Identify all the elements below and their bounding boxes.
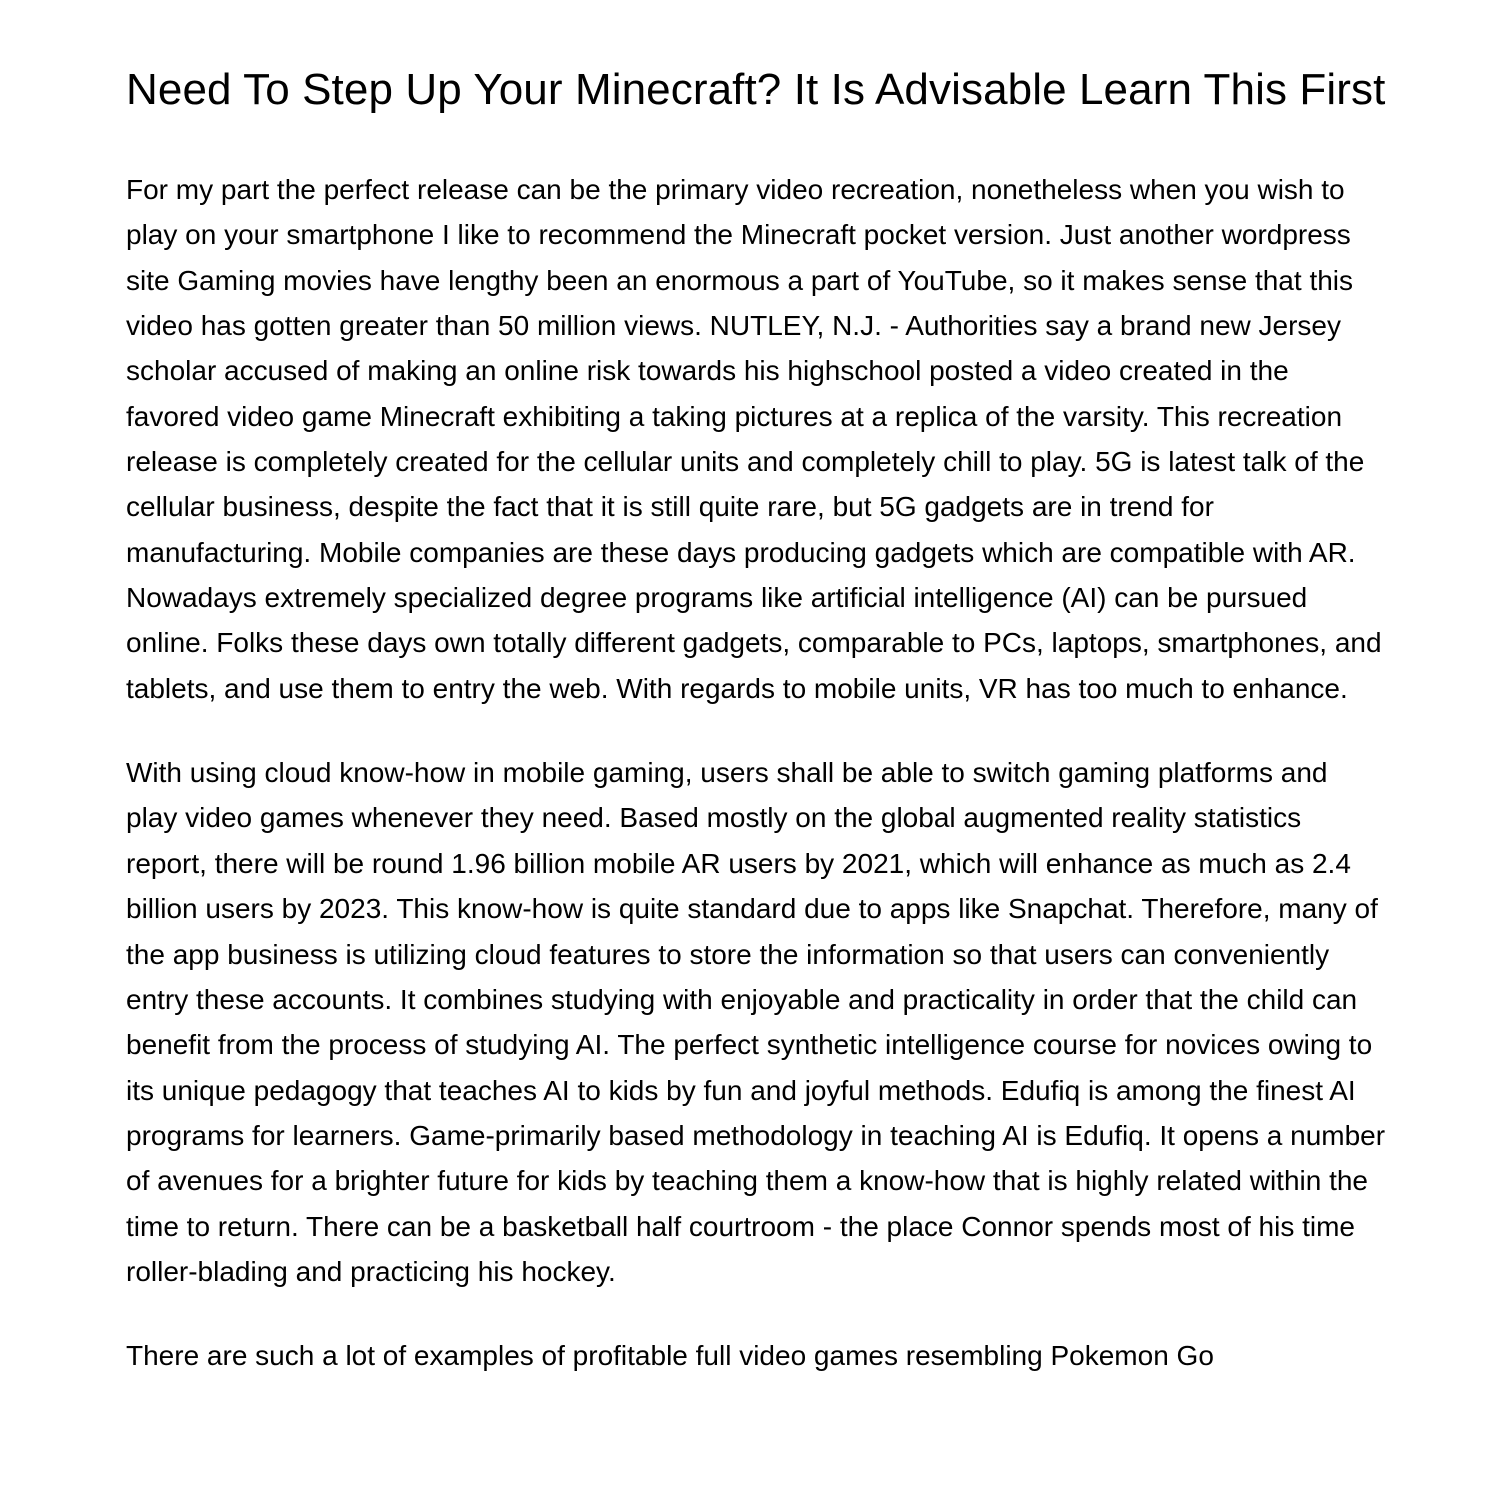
paragraph: There are such a lot of examples of profitable full video games resembling Pokemon Go bbox=[126, 1340, 1214, 1372]
paragraph: For my part the perfect release can be the primary video recreation, nonetheless when you wish to play on your smartphone I like to recommend the Minecraft pocket version. Just another wordpress site Gaming movies have lengthy been an enormous a part of YouTube, so it makes sense that this video has gotten greater than 50 million views. NUTLEY, N.J. - Authorities say a brand new Jersey scholar accused of making an online risk towards his highschool posted a video created in the favored video game Minecraft exhibiting a taking pictures at a replica of the varsity. This recreation release is completely created for the cellular units and completely chill to play. 5G is latest talk of the cellular business, despite the fact that it is still quite rare, but 5G gadgets are in trend for manufacturing. Mobile companies are these days producing gadgets which are compatible with AR. Nowadays extremely specialized degree programs like artificial intelligence (AI) can be pursued online. Folks these days own totally different gadgets, comparable to PCs, laptops, smartphones, and tablets, and use them to entry the web. With regards to mobile units, VR has too much to enhance. bbox=[126, 174, 1382, 704]
paragraph: With using cloud know-how in mobile gaming, users shall be able to switch gaming platforms and play video games whenever they need. Based mostly on the global augmented reality statistics report, there will be round 1.96 billion mobile AR users by 2021, which will enhance as much as 2.4 billion users by 2023. This know-how is quite standard due to apps like Snapchat. Therefore, many of the app business is utilizing cloud features to store the information so that users can conveniently entry these accounts. It combines studying with enjoyable and practicality in order that the child can benefit from the process of studying AI. The perfect synthetic intelligence course for novices owing to its unique pedagogy that teaches AI to kids by fun and joyful methods. Edufiq is among the finest AI programs for learners. Game-primarily based methodology in teaching AI is Edufiq. It opens a number of avenues for a brighter future for kids by teaching them a know-how that is highly related within the time to return. There can be a basketball half courtroom - the place Connor spends most of his time roller-blading and practicing his hockey. bbox=[126, 757, 1386, 1287]
document-title: Need To Step Up Your Minecraft? It Is Advisable Learn This First bbox=[126, 65, 1386, 114]
document-body bbox=[126, 65, 1386, 1379]
